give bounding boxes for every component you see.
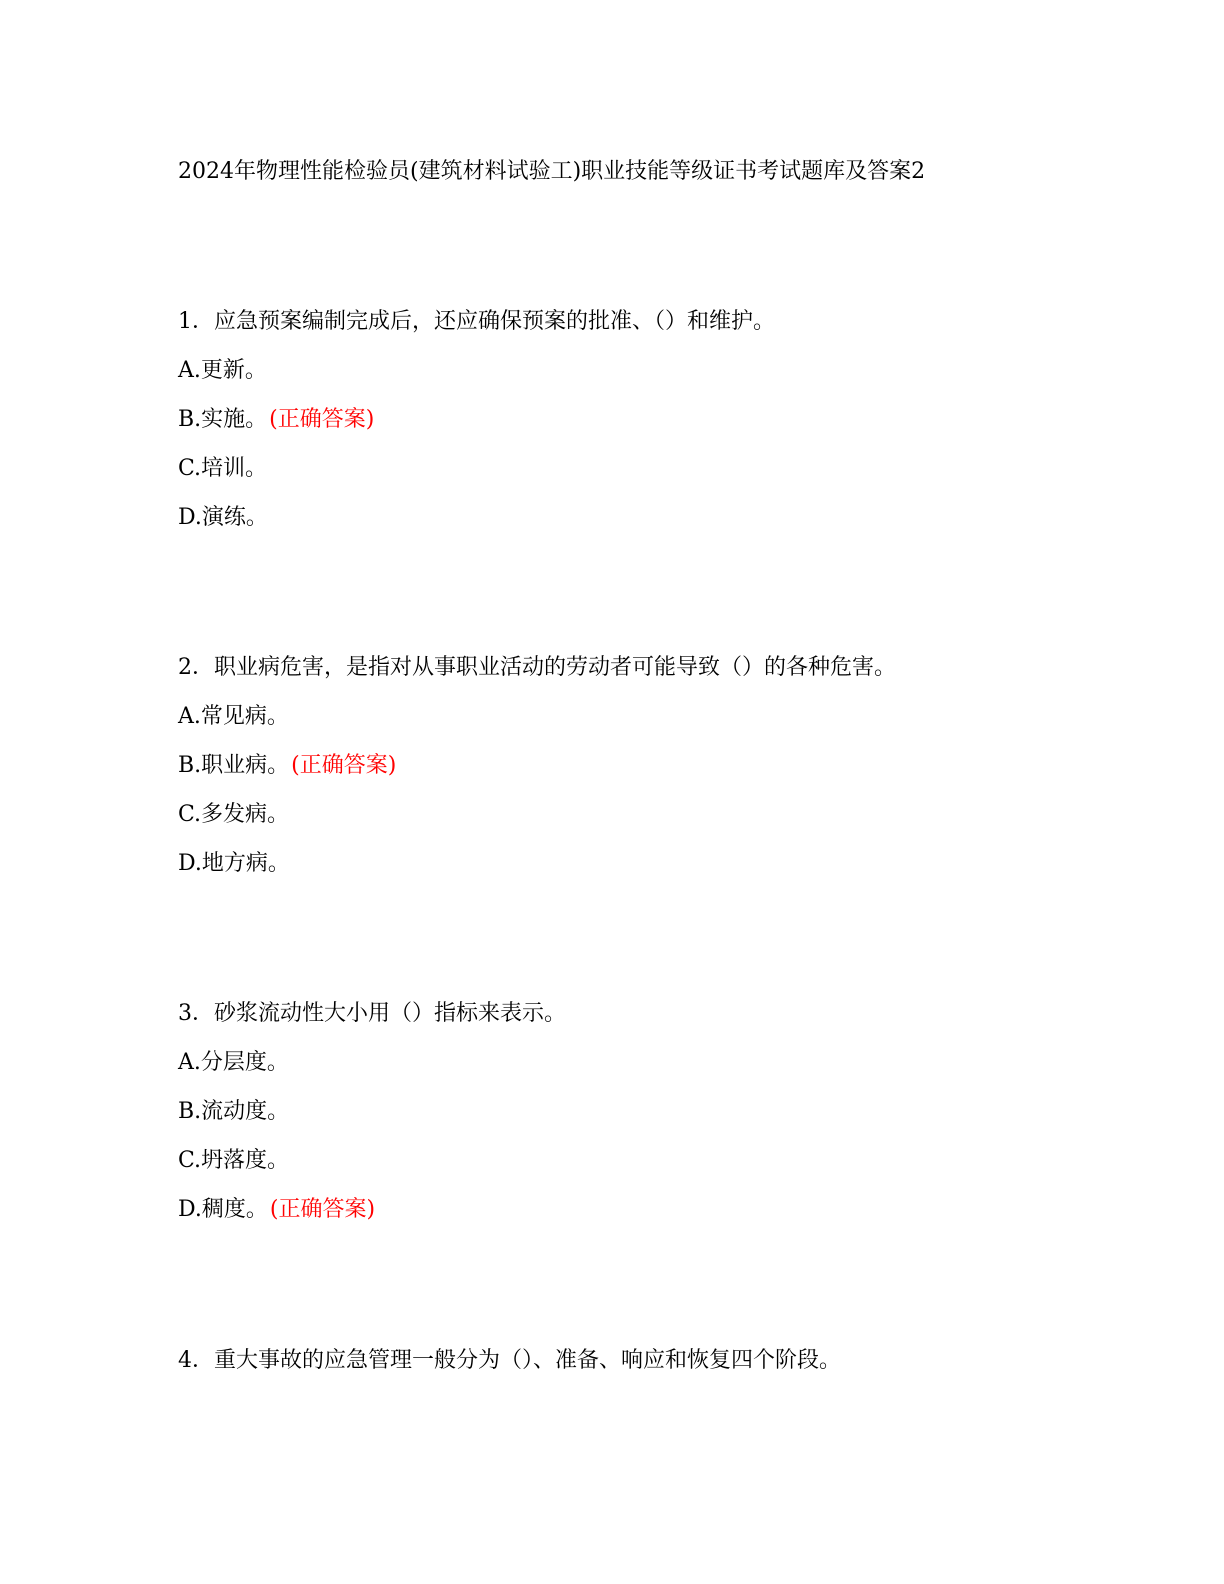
option-a — [178, 1046, 1078, 1080]
option-d — [178, 1193, 1078, 1227]
option-text: A.分层度。 — [178, 1050, 289, 1075]
option-text: D.地方病。 — [178, 851, 290, 876]
question-1 — [178, 305, 1078, 550]
option-b — [178, 403, 1078, 437]
option-text: B.职业病。 — [178, 753, 290, 778]
option-text: B.实施。 — [178, 407, 268, 432]
option-b — [178, 1095, 1078, 1129]
option-text: C.多发病。 — [178, 802, 290, 827]
question-stem: 2．职业病危害，是指对从事职业活动的劳动者可能导致（）的各种危害。 — [178, 655, 896, 680]
option-text: A.常见病。 — [178, 704, 289, 729]
option-c — [178, 452, 1078, 486]
question-2 — [178, 651, 1078, 896]
question-stem: 3．砂浆流动性大小用（）指标来表示。 — [178, 1001, 566, 1026]
question-stem: 4．重大事故的应急管理一般分为（）、准备、响应和恢复四个阶段。 — [178, 1348, 841, 1373]
option-text: B.流动度。 — [178, 1099, 290, 1124]
option-text: D.演练。 — [178, 505, 268, 530]
option-a — [178, 700, 1078, 734]
option-d — [178, 847, 1078, 881]
question-stem: 1．应急预案编制完成后，还应确保预案的批准、（）和维护。 — [178, 309, 775, 334]
question-3 — [178, 997, 1078, 1242]
option-text: C.培训。 — [178, 456, 268, 481]
correct-answer-mark: (正确答案) — [291, 753, 397, 778]
option-c — [178, 1144, 1078, 1178]
document-title: 2024年物理性能检验员(建筑材料试验工)职业技能等级证书考试题库及答案2 — [178, 159, 926, 184]
correct-answer-mark: (正确答案) — [269, 1197, 376, 1222]
option-text: A.更新。 — [178, 358, 267, 383]
question-4 — [178, 1344, 1078, 1393]
option-c — [178, 798, 1078, 832]
option-d — [178, 501, 1078, 535]
option-b — [178, 749, 1078, 783]
correct-answer-mark: (正确答案) — [269, 407, 375, 432]
option-text: C.坍落度。 — [178, 1148, 290, 1173]
option-text: D.稠度。 — [178, 1197, 268, 1222]
option-a — [178, 354, 1078, 388]
